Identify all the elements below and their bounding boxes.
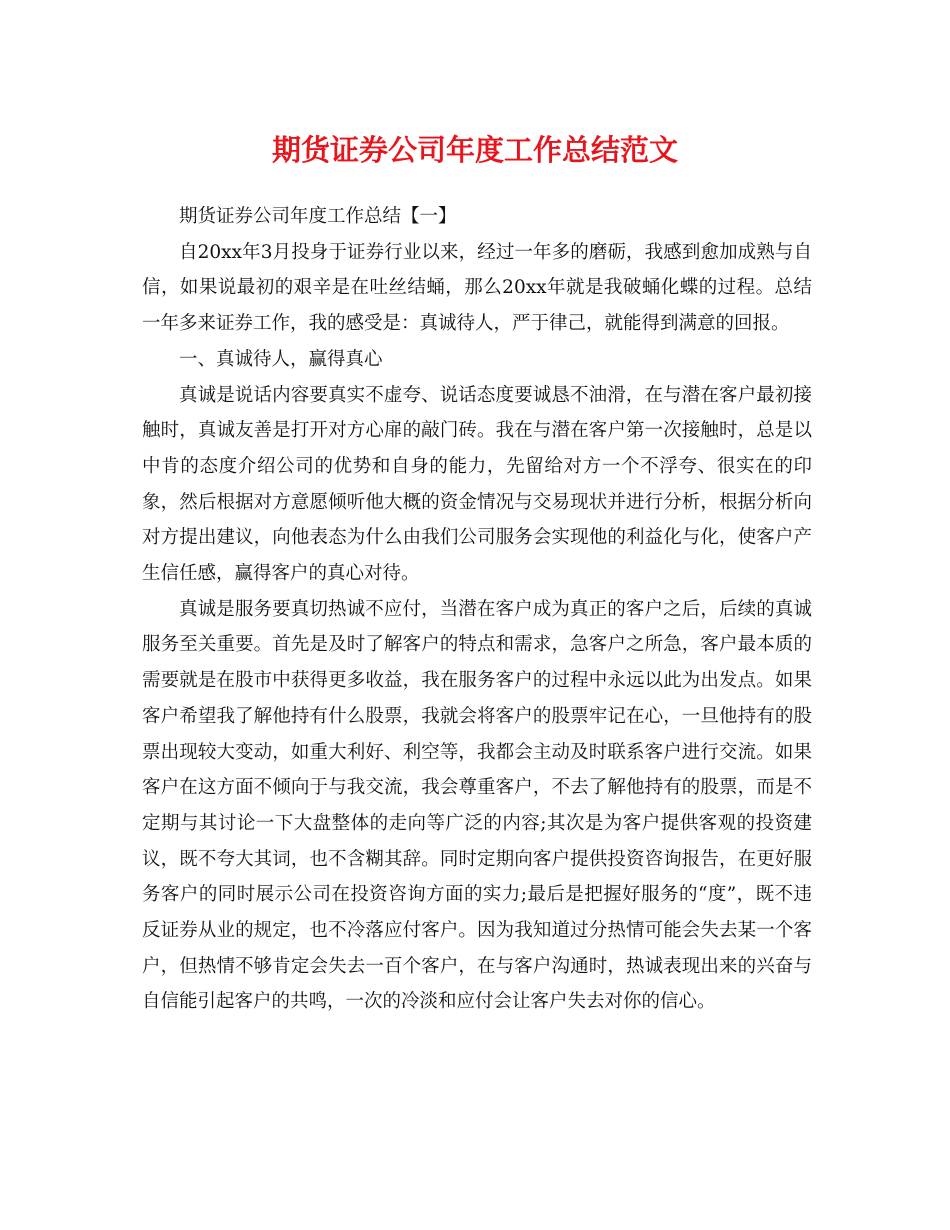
paragraph-sincerity-speech: 真诚是说话内容要真实不虚夸、说话态度要诚恳不油滑，在与潜在客户最初接触时，真诚友善是打开对方心扉的敲门砖。我在与潜在客户第一次接触时，总是以中肯的态度介绍公司的优势和自身的能力，先留给对方一个不浮夸、很实在的印象，然后根据对方意愿倾听他大概的资金情况与交易现状并进行分析，根据分析向对方提出建议，向他表态为什么由我们公司服务会实现他的利益化与化，使客户产生信任感，赢得客户的真心对待。 (142, 384, 812, 585)
paragraph-sincerity-service: 真诚是服务要真切热诚不应付，当潜在客户成为真正的客户之后，后续的真诚服务至关重要。首先是及时了解客户的特点和需求，急客户之所急，客户最本质的需要就是在股市中获得更多收益，我在服务客户的过程中永远以此为出发点。如果客户希望我了解他持有什么股票，我就会将客户的股票牢记在心，一旦他持有的股票出现较大变动，如重大利好、利空等，我都会主动及时联系客户进行交流。如果客户在这方面不倾向于与我交流，我会尊重客户，不去了解他持有的股票，而是不定期与其讨论一下大盘整体的走向等广泛的内容;其次是为客户提供客观的投资建议，既不夸大其词，也不含糊其辞。同时定期向客户提供投资咨询报告，在更好服务客户的同时展示公司在投资咨询方面的实力;最后是把握好服务的“度”，既不违反证券从业的规定，也不冷落应付客户。因为我知道过分热情可能会失去某一个客户，但热情不够肯定会失去一百个客户，在与客户沟通时，热诚表现出来的兴奋与自信能引起客户的共鸣，一次的冷淡和应付会让客户失去对你的信心。 (142, 598, 812, 1013)
section-subtitle: 期货证券公司年度工作总结【一】 (179, 206, 457, 227)
paragraph-intro: 自20xx年3月投身于证券行业以来，经过一年多的磨砺，我感到愈加成熟与自信，如果说最初的艰辛是在吐丝结蛹，那么20xx年就是我破蛹化蝶的过程。总结一年多来证券工作，我的感受是：真诚待人，严于律己，就能得到满意的回报。 (142, 241, 812, 335)
document-title: 期货证券公司年度工作总结范文 (271, 133, 678, 167)
document-body (142, 199, 812, 1020)
section-heading-1: 一、真诚待人，赢得真心 (179, 348, 383, 370)
